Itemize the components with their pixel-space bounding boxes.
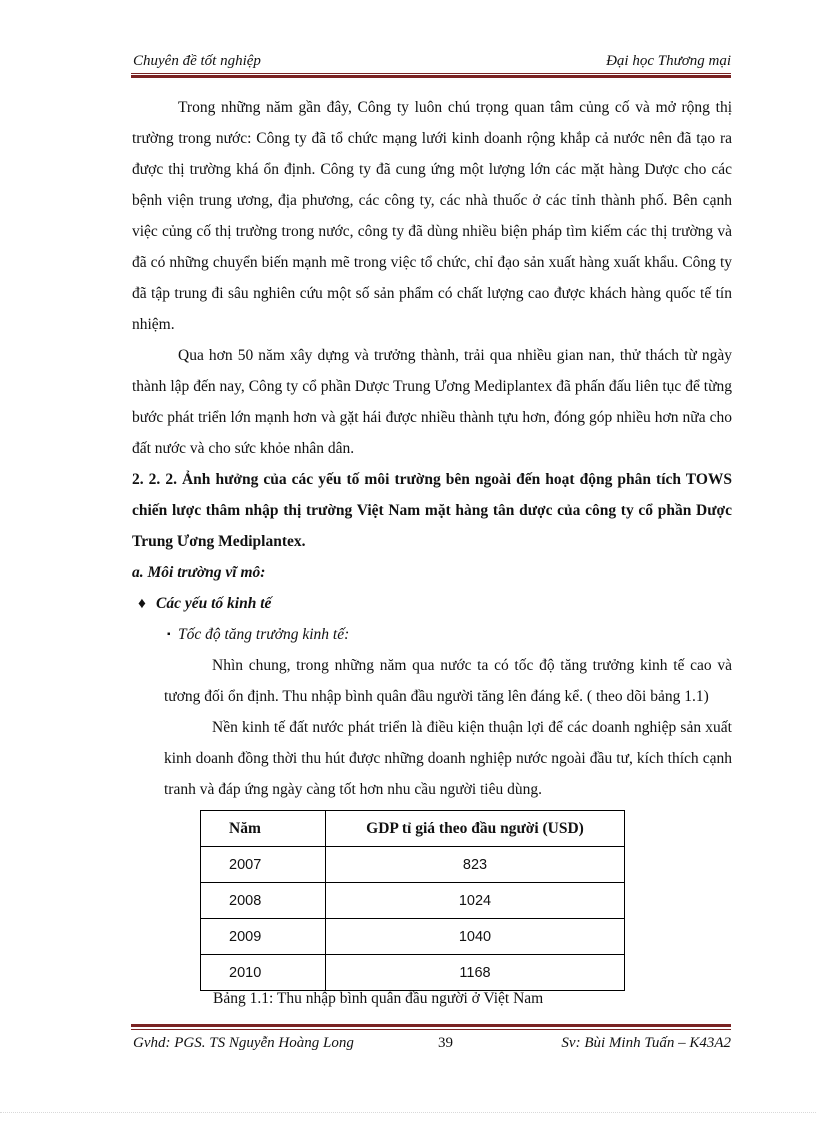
page-header	[131, 50, 731, 74]
section-heading: 2. 2. 2. Ảnh hưởng của các yếu tố môi trường bên ngoài đến hoạt động phân tích TOWS chiến lược thâm nhập thị trường Việt Nam mặt hàng tân dược của công ty cổ phần Dược Trung Ương Mediplantex.	[132, 471, 732, 550]
paragraph-growth: Nhìn chung, trong những năm qua nước ta có tốc độ tăng trưởng kinh tế cao và tương đối ổn định. Thu nhập bình quân đầu người tăng lên đáng kể. ( theo dõi bảng 1.1)	[164, 657, 732, 705]
table-cell-year: 2010	[201, 955, 326, 991]
diamond-bullet-icon: ♦	[138, 595, 146, 612]
footer-student: Sv: Bùi Minh Tuấn – K43A2	[561, 1035, 731, 1051]
table-cell-year: 2009	[201, 919, 326, 955]
table-row	[201, 955, 625, 991]
bullet-economic-factors-text: Các yếu tố kinh tế	[156, 595, 272, 612]
table-cell-gdp: 1040	[326, 919, 625, 955]
table-caption: Bảng 1.1: Thu nhập bình quân đầu người ở Việt Nam	[213, 990, 544, 1007]
table-row	[201, 883, 625, 919]
inner-block	[132, 650, 732, 805]
page-edge-divider	[0, 1112, 816, 1113]
footer-rule-thick	[131, 1024, 731, 1027]
table-header-gdp: GDP tỉ giá theo đầu người (USD)	[326, 811, 625, 847]
table-row	[201, 919, 625, 955]
header-title-left: Chuyên đề tốt nghiệp	[133, 53, 261, 69]
table-row	[201, 847, 625, 883]
footer-rule-thin	[131, 1029, 731, 1030]
header-rule-thin	[131, 73, 731, 74]
table-cell-year: 2008	[201, 883, 326, 919]
table-cell-gdp: 1168	[326, 955, 625, 991]
paragraph-company-history: Qua hơn 50 năm xây dựng và trưởng thành, trải qua nhiều gian nan, thử thách từ ngày thành lập đến nay, Công ty cổ phần Dược Trung Ương Mediplantex đã phấn đấu liên tục để từng bước phát triển lớn mạnh hơn và gặt hái được nhiều thành tựu hơn, đóng góp nhiều hơn nữa cho đất nước và cho sức khỏe nhân dân.	[132, 347, 732, 457]
bullet-growth-rate-text: Tốc độ tăng trưởng kinh tế:	[178, 626, 350, 643]
table-header-row	[201, 811, 625, 847]
page-number: 39	[438, 1035, 453, 1051]
page-footer	[131, 1022, 731, 1062]
table-cell-gdp: 823	[326, 847, 625, 883]
paragraph-market-expansion: Trong những năm gần đây, Công ty luôn chú trọng quan tâm củng cố và mở rộng thị trường trong nước: Công ty đã tổ chức mạng lưới kinh doanh rộng khắp cả nước nên đã tạo ra được thị trường khá ổn định. Công ty đã cung ứng một lượng lớn các mặt hàng Dược cho các bệnh viện trung ương, địa phương, các công ty, các nhà thuốc ở các tỉnh thành phố. Bên cạnh việc củng cố thị trường trong nước, công ty đã dùng nhiều biện pháp tìm kiếm các thị trường và đã có những chuyển biến mạnh mẽ trong việc tổ chức, chỉ đạo sản xuất hàng xuất khẩu. Công ty đã tập trung đi sâu nghiên cứu một số sản phẩm có chất lượng cao được khách hàng quốc tế tín nhiệm.	[132, 99, 732, 333]
bullet-growth-rate	[132, 619, 732, 650]
table-cell-year: 2007	[201, 847, 326, 883]
page-content	[132, 92, 732, 805]
table-header-year: Năm	[201, 811, 326, 847]
header-rule-thick	[131, 75, 731, 78]
bullet-economic-factors	[132, 588, 732, 619]
table-cell-gdp: 1024	[326, 883, 625, 919]
gdp-table	[200, 810, 625, 991]
square-bullet-icon: ▪	[167, 629, 171, 640]
footer-supervisor: Gvhd: PGS. TS Nguyễn Hoàng Long	[133, 1035, 354, 1051]
subsection-heading: a. Môi trường vĩ mô:	[132, 564, 266, 581]
header-title-right: Đại học Thương mại	[606, 53, 731, 69]
paragraph-economy: Nền kinh tế đất nước phát triển là điều kiện thuận lợi để các doanh nghiệp sản xuất kinh doanh đồng thời thu hút được những doanh nghiệp nước ngoài đầu tư, kích thích cạnh tranh và đáp ứng ngày càng tốt hơn nhu cầu người tiêu dùng.	[164, 719, 732, 798]
